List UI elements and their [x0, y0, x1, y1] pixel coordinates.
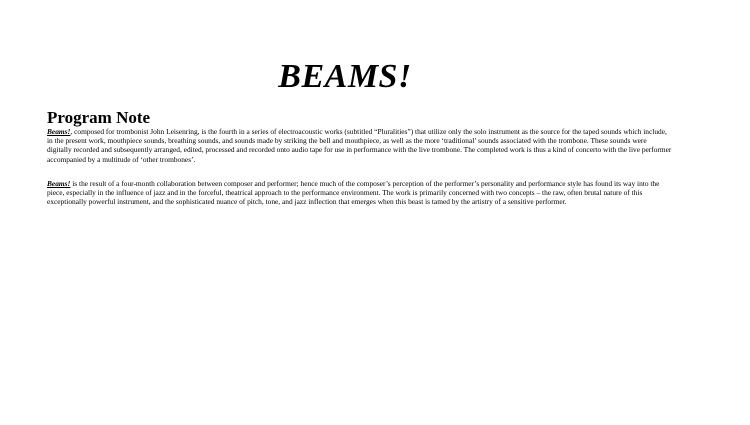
work-title-reference: Beams!	[47, 127, 71, 136]
program-note-paragraph-1	[47, 127, 672, 164]
program-note-paragraph-2	[47, 179, 672, 207]
document-title: BEAMS!	[278, 58, 412, 95]
paragraph-text: is the result of a four-month collaboration between composer and performer; hence much of the composer’s perception of the performer’s personality and performance style has found its way into the piece, especially in the influence of jazz and in the forceful, theatrical approach to the performance environment. The work is primarily concerned with two concepts – the raw, often brutal nature of this exceptionally powerful instrument, and the sophisticated nuance of pitch, tone, and jazz inflection that emerges when this beast is tamed by the artistry of a sensitive performer.	[47, 179, 660, 207]
section-heading: Program Note	[47, 108, 151, 127]
work-title-reference: Beams!	[47, 179, 71, 188]
paragraph-text: , composed for trombonist John Leisenring, is the fourth in a series of electroacoustic works (subtitled “Pluralities”) that utilize only the solo instrument as the source for the taped sounds which include, in the present work, mouthpiece sounds, breathing sounds, and sounds made by striking the bell and mouthpiece, as well as the more ‘traditional’ sounds associated with the trombone. These sounds were digitally recorded and subsequently arranged, edited, processed and recorded onto audio tape for use in performance with the live trombone. The completed work is thus a kind of concerto with the live performer accompanied by a multitude of ‘other trombones’.	[47, 127, 672, 164]
